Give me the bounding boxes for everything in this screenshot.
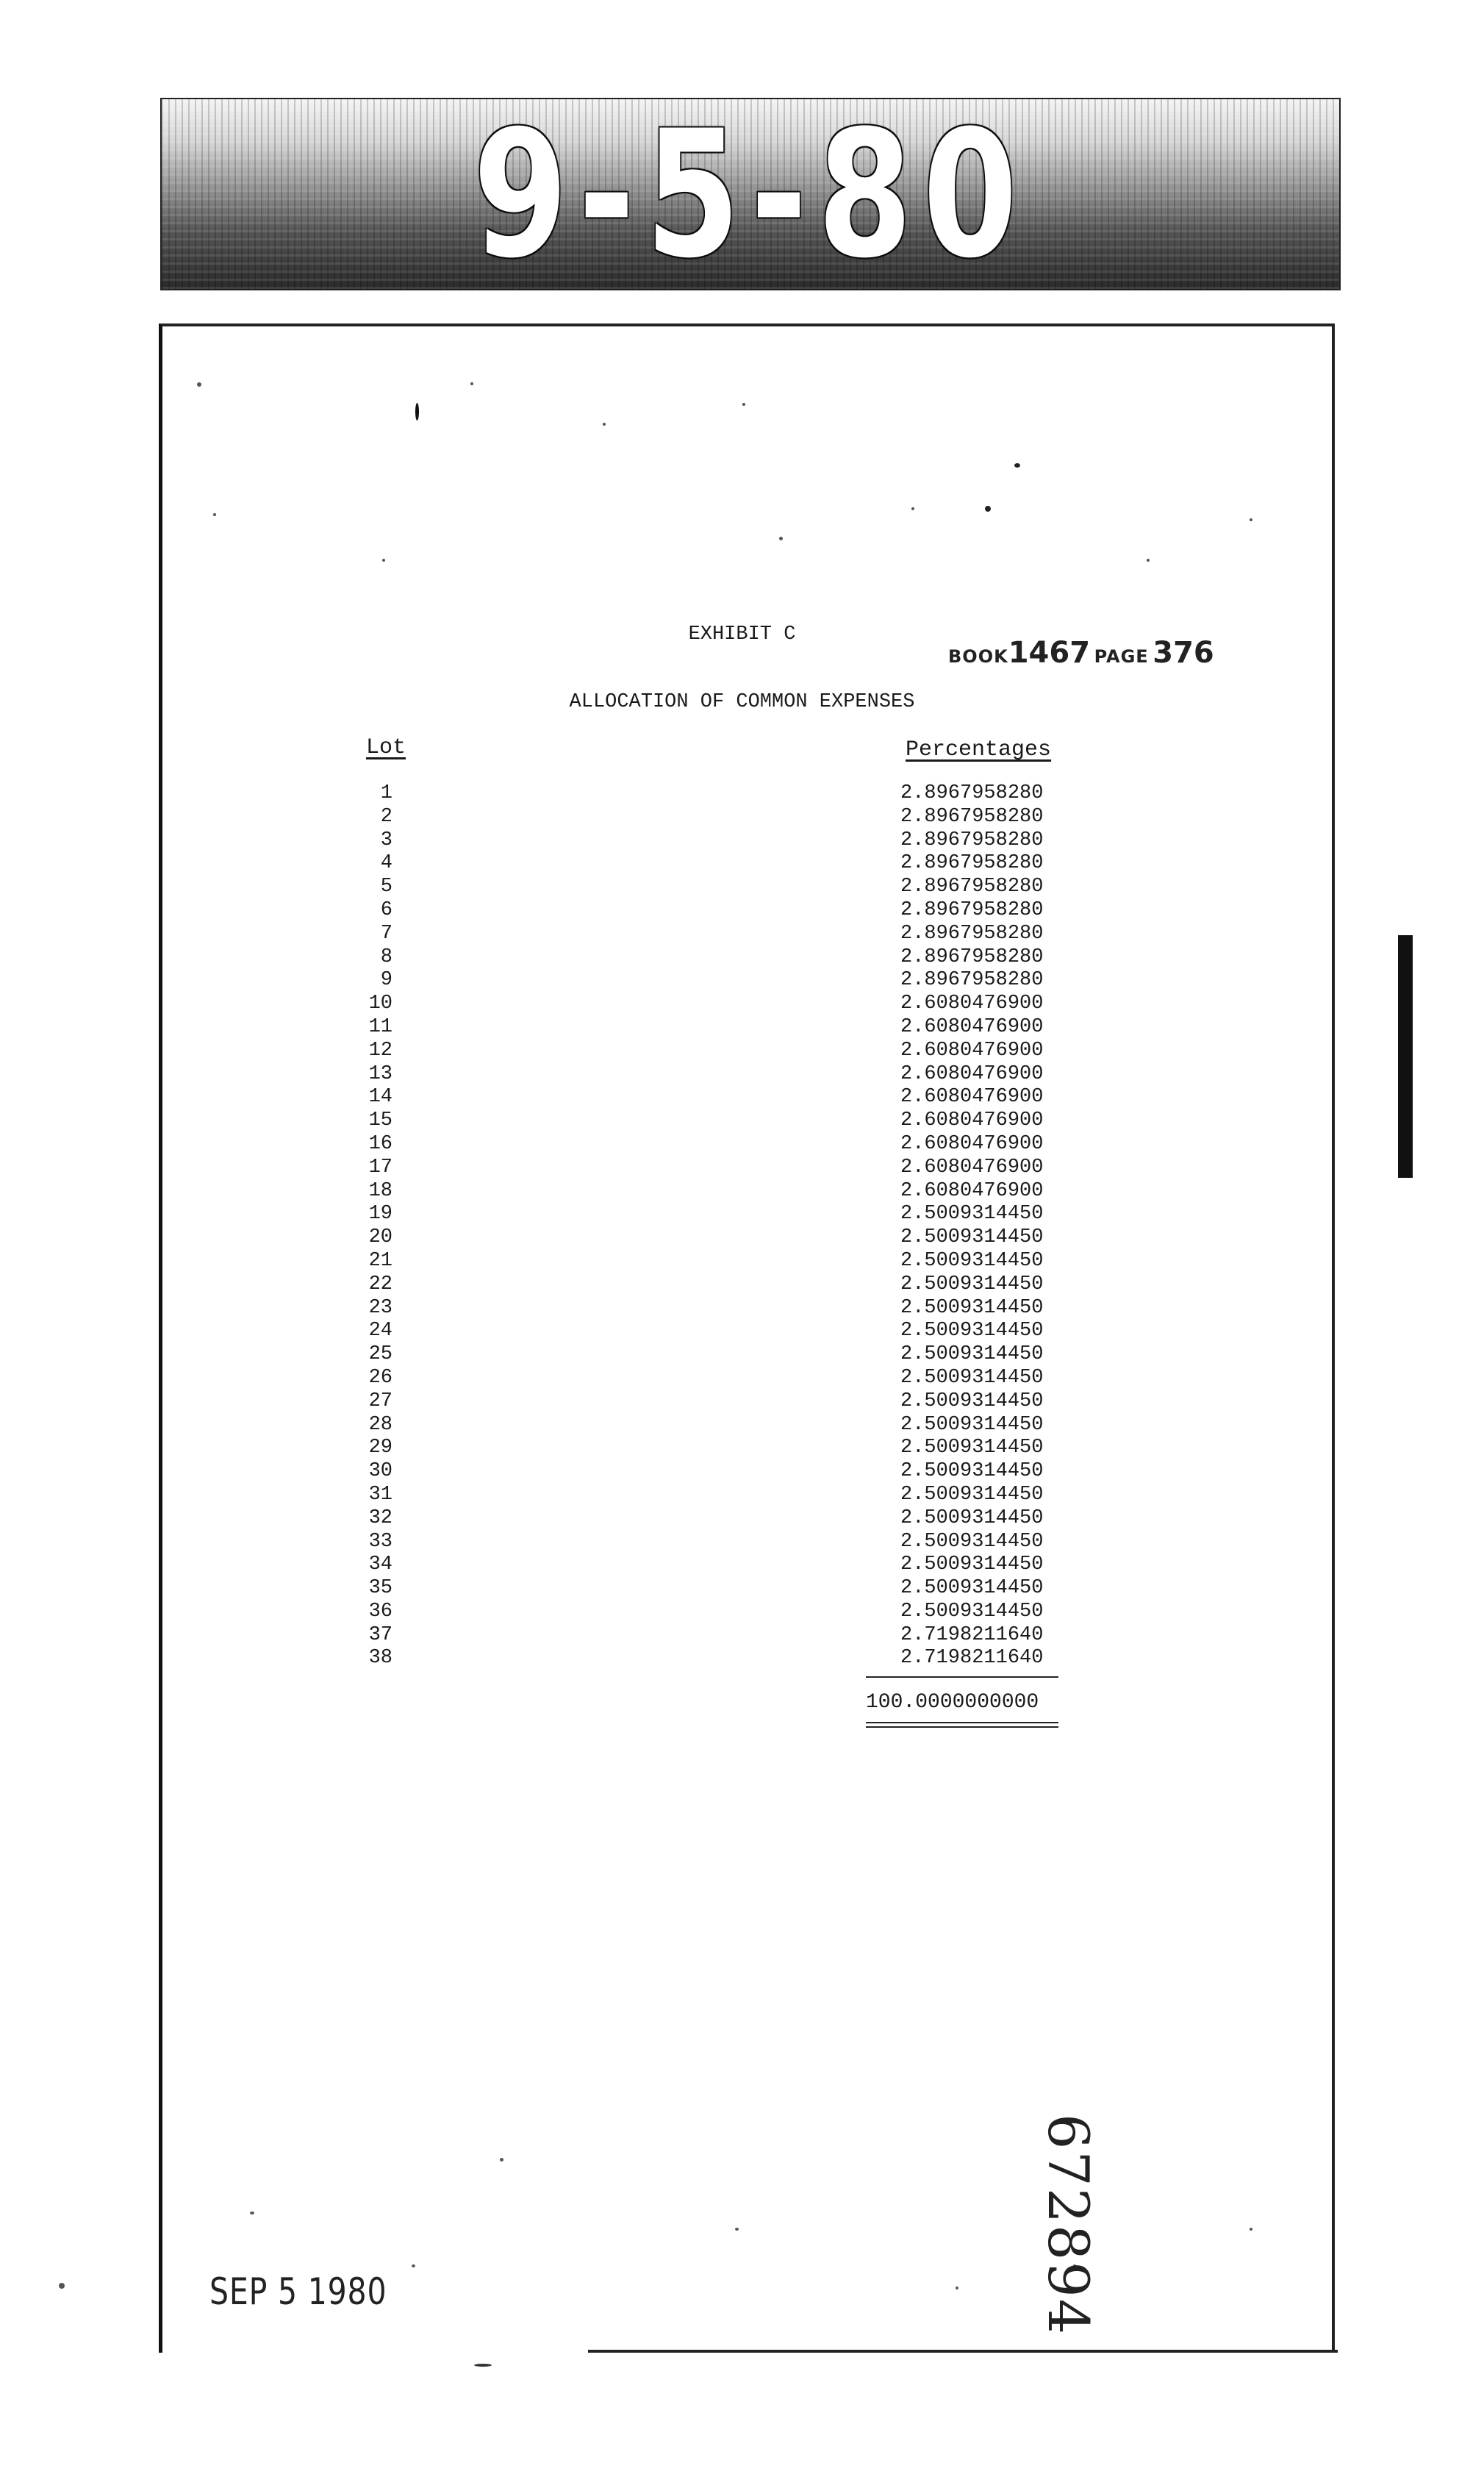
lot-number: 31 bbox=[368, 1483, 392, 1506]
table-row bbox=[0, 1180, 1484, 1204]
lot-number: 34 bbox=[368, 1554, 392, 1576]
lot-number: 3 bbox=[380, 829, 392, 851]
lot-number: 2 bbox=[380, 805, 392, 828]
lot-number: 4 bbox=[380, 852, 392, 875]
table-row bbox=[0, 876, 1484, 899]
lot-percentage: 2.5009314450 bbox=[900, 1226, 1044, 1249]
lot-number: 1 bbox=[380, 782, 392, 804]
table-row bbox=[0, 1109, 1484, 1133]
margin-marker-bar bbox=[1398, 935, 1413, 1178]
table-row bbox=[0, 1647, 1484, 1670]
lot-number: 23 bbox=[368, 1296, 392, 1319]
lot-percentage: 2.5009314450 bbox=[900, 1577, 1044, 1600]
table-row bbox=[0, 1437, 1484, 1460]
lot-number: 26 bbox=[368, 1366, 392, 1389]
table-row bbox=[0, 1554, 1484, 1577]
lot-percentage: 2.5009314450 bbox=[900, 1413, 1044, 1436]
lot-number: 15 bbox=[368, 1109, 392, 1132]
lot-number: 16 bbox=[368, 1132, 392, 1155]
lot-number: 17 bbox=[368, 1156, 392, 1179]
sum-rule bbox=[866, 1676, 1058, 1678]
lot-number: 25 bbox=[368, 1343, 392, 1366]
lot-number: 33 bbox=[368, 1530, 392, 1553]
lot-number: 24 bbox=[368, 1320, 392, 1343]
lot-percentage: 2.8967958280 bbox=[900, 782, 1044, 804]
book-page-stamp bbox=[948, 636, 1214, 670]
table-row bbox=[0, 1273, 1484, 1297]
lot-number: 38 bbox=[368, 1647, 392, 1670]
table-row bbox=[0, 806, 1484, 829]
lot-percentage: 2.7198211640 bbox=[900, 1647, 1044, 1670]
lot-percentage: 2.6080476900 bbox=[900, 1062, 1044, 1085]
total-percentage: 100.0000000000 bbox=[866, 1691, 1039, 1714]
lot-number: 6 bbox=[380, 898, 392, 921]
lot-number: 14 bbox=[368, 1086, 392, 1109]
table-row bbox=[0, 1063, 1484, 1087]
table-row bbox=[0, 1297, 1484, 1320]
table-row bbox=[0, 829, 1484, 853]
lot-percentage: 2.5009314450 bbox=[900, 1366, 1044, 1389]
lot-percentage: 2.5009314450 bbox=[900, 1483, 1044, 1506]
handwritten-instrument-number: 672894 bbox=[1036, 2114, 1101, 2337]
table-row bbox=[0, 1484, 1484, 1507]
table-row bbox=[0, 1156, 1484, 1180]
lot-percentage: 2.5009314450 bbox=[900, 1390, 1044, 1412]
lot-percentage: 2.8967958280 bbox=[900, 898, 1044, 921]
total-double-rule bbox=[866, 1722, 1058, 1728]
lot-number: 35 bbox=[368, 1577, 392, 1600]
table-row bbox=[0, 1133, 1484, 1156]
lot-number: 10 bbox=[368, 993, 392, 1015]
table-row bbox=[0, 969, 1484, 993]
lot-percentage: 2.5009314450 bbox=[900, 1320, 1044, 1343]
lot-percentage: 2.6080476900 bbox=[900, 1109, 1044, 1132]
lot-percentage: 2.6080476900 bbox=[900, 1086, 1044, 1109]
lot-percentage: 2.5009314450 bbox=[900, 1343, 1044, 1366]
lot-number: 27 bbox=[368, 1390, 392, 1412]
lot-number: 5 bbox=[380, 876, 392, 898]
table-row bbox=[0, 1367, 1484, 1390]
lot-percentage: 2.6080476900 bbox=[900, 1039, 1044, 1062]
table-row bbox=[0, 1016, 1484, 1040]
lot-percentage: 2.6080476900 bbox=[900, 993, 1044, 1015]
lot-percentage: 2.6080476900 bbox=[900, 1015, 1044, 1038]
lot-number: 30 bbox=[368, 1460, 392, 1483]
table-row bbox=[0, 899, 1484, 923]
table-row bbox=[0, 1624, 1484, 1648]
lot-percentage: 2.5009314450 bbox=[900, 1460, 1044, 1483]
lot-number: 28 bbox=[368, 1413, 392, 1436]
lot-number: 29 bbox=[368, 1437, 392, 1459]
lot-number: 8 bbox=[380, 945, 392, 968]
lot-number: 13 bbox=[368, 1062, 392, 1085]
lot-percentage: 2.8967958280 bbox=[900, 945, 1044, 968]
table-row bbox=[0, 782, 1484, 806]
lot-number: 7 bbox=[380, 922, 392, 945]
lot-percentage: 2.6080476900 bbox=[900, 1156, 1044, 1179]
lot-percentage: 2.8967958280 bbox=[900, 969, 1044, 992]
lot-number: 19 bbox=[368, 1203, 392, 1226]
page-label: PAGE bbox=[1094, 646, 1149, 667]
exhibit-heading: EXHIBIT C bbox=[688, 623, 796, 646]
lot-number: 9 bbox=[380, 969, 392, 992]
banner-date: 9-5-80 bbox=[473, 98, 1028, 290]
allocation-table bbox=[0, 782, 1484, 1670]
lot-number: 37 bbox=[368, 1623, 392, 1646]
lot-percentage: 2.6080476900 bbox=[900, 1132, 1044, 1155]
table-row bbox=[0, 946, 1484, 970]
lot-column-header: Lot bbox=[366, 735, 406, 760]
table-row bbox=[0, 1203, 1484, 1226]
lot-percentage: 2.5009314450 bbox=[900, 1600, 1044, 1623]
table-row bbox=[0, 1414, 1484, 1437]
table-row bbox=[0, 1577, 1484, 1601]
table-row bbox=[0, 1601, 1484, 1624]
table-row bbox=[0, 1040, 1484, 1063]
lot-percentage: 2.5009314450 bbox=[900, 1554, 1044, 1576]
lot-percentage: 2.8967958280 bbox=[900, 805, 1044, 828]
table-row bbox=[0, 1390, 1484, 1414]
table-row bbox=[0, 1507, 1484, 1531]
lot-percentage: 2.8967958280 bbox=[900, 922, 1044, 945]
lot-percentage: 2.5009314450 bbox=[900, 1249, 1044, 1272]
table-row bbox=[0, 1086, 1484, 1109]
date-banner bbox=[160, 98, 1341, 290]
lot-percentage: 2.8967958280 bbox=[900, 829, 1044, 851]
lot-percentage: 2.6080476900 bbox=[900, 1179, 1044, 1202]
table-row bbox=[0, 1226, 1484, 1250]
lot-number: 20 bbox=[368, 1226, 392, 1249]
table-row bbox=[0, 1460, 1484, 1484]
book-number: 1467 bbox=[1008, 636, 1091, 670]
lot-percentage: 2.5009314450 bbox=[900, 1437, 1044, 1459]
lot-number: 36 bbox=[368, 1600, 392, 1623]
lot-number: 22 bbox=[368, 1273, 392, 1295]
lot-percentage: 2.8967958280 bbox=[900, 876, 1044, 898]
lot-percentage: 2.5009314450 bbox=[900, 1296, 1044, 1319]
document-title: ALLOCATION OF COMMON EXPENSES bbox=[569, 691, 915, 713]
lot-percentage: 2.5009314450 bbox=[900, 1203, 1044, 1226]
percentages-column-header: Percentages bbox=[906, 737, 1052, 762]
lot-number: 32 bbox=[368, 1506, 392, 1529]
lot-number: 12 bbox=[368, 1039, 392, 1062]
lot-percentage: 2.7198211640 bbox=[900, 1623, 1044, 1646]
lot-number: 18 bbox=[368, 1179, 392, 1202]
table-row bbox=[0, 1531, 1484, 1554]
page-number: 376 bbox=[1153, 636, 1214, 670]
lot-percentage: 2.8967958280 bbox=[900, 852, 1044, 875]
filed-date-stamp: SEP 5 1980 bbox=[209, 2270, 387, 2313]
table-row bbox=[0, 993, 1484, 1016]
table-row bbox=[0, 1320, 1484, 1343]
table-row bbox=[0, 1343, 1484, 1367]
frame-bottom-edge bbox=[588, 2350, 1338, 2353]
table-row bbox=[0, 1250, 1484, 1273]
lot-number: 21 bbox=[368, 1249, 392, 1272]
lot-percentage: 2.5009314450 bbox=[900, 1530, 1044, 1553]
lot-percentage: 2.5009314450 bbox=[900, 1273, 1044, 1295]
lot-percentage: 2.5009314450 bbox=[900, 1506, 1044, 1529]
table-row bbox=[0, 852, 1484, 876]
table-row bbox=[0, 923, 1484, 946]
lot-number: 11 bbox=[368, 1015, 392, 1038]
book-label: BOOK bbox=[948, 646, 1008, 667]
